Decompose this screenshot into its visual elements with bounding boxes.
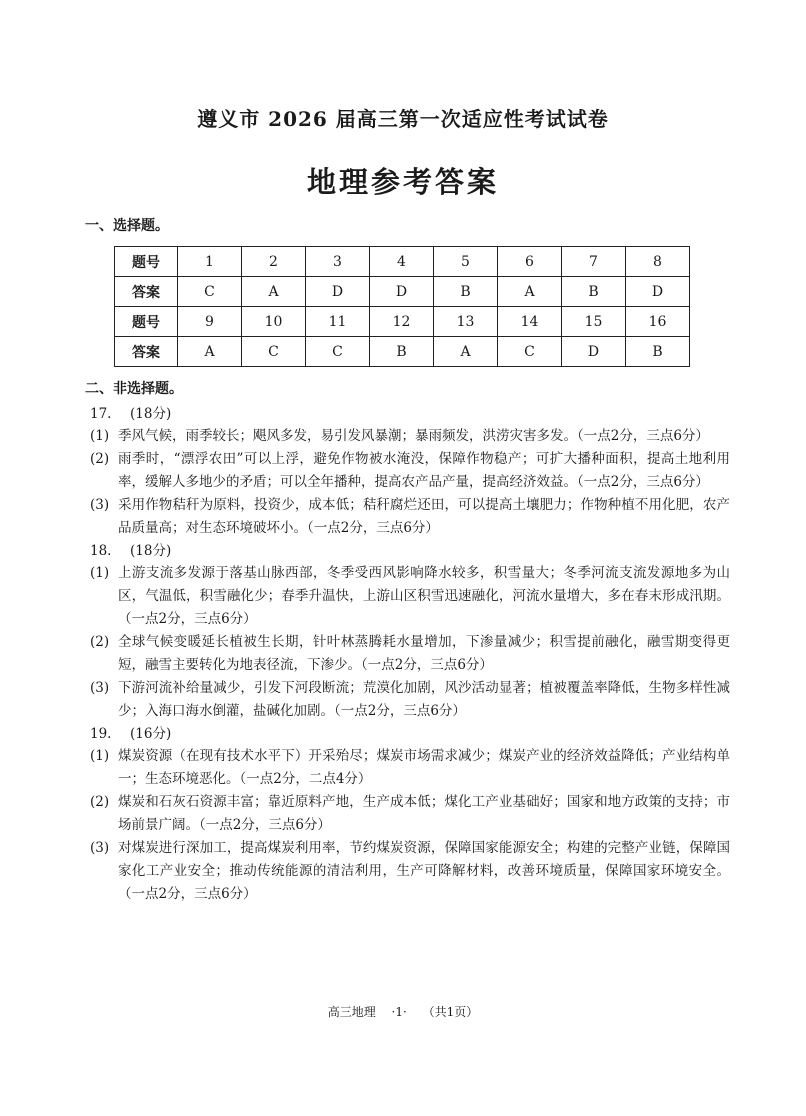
answer-cell: A: [434, 337, 498, 367]
answer-cell: C: [306, 337, 370, 367]
answer-cell: C: [178, 277, 242, 307]
answers-content: [90, 403, 730, 906]
question-number: 2: [242, 247, 306, 277]
part-label: (2): [90, 794, 110, 810]
question-score: (18分): [130, 543, 172, 559]
answer-cell: C: [498, 337, 562, 367]
part-label: (3): [90, 497, 110, 513]
answer-part: [90, 745, 730, 791]
answer-part: [90, 562, 730, 631]
table-row: [115, 247, 690, 277]
answer-part: [90, 494, 730, 540]
answer-cell: D: [306, 277, 370, 307]
part-label: (2): [90, 634, 110, 650]
question-number: 8: [626, 247, 690, 277]
question-number: 4: [370, 247, 434, 277]
part-label: (1): [90, 428, 110, 444]
part-text: 采用作物秸秆为原料，投资少，成本低；秸秆腐烂还田，可以提高土壤肥力；作物种植不用化肥，农产品质量高；对生态环境破坏小。（一点2分，三点6分）: [118, 497, 730, 536]
part-text: 下游河流补给量减少，引发下河段断流；荒漠化加剧，风沙活动显著；植被覆盖率降低，生物多样性减少；入海口海水倒灌，盐碱化加剧。（一点2分，三点6分）: [118, 680, 730, 719]
question-number: 7: [562, 247, 626, 277]
footer-page-number: ·1·: [391, 1005, 407, 1019]
answer-key-title: 地理参考答案: [306, 165, 499, 199]
part-text: 季风气候，雨季较长；飓风多发，易引发风暴潮；暴雨频发，洪涝灾害多发。（一点2分，三点6分）: [118, 428, 709, 444]
question-header: [90, 540, 730, 562]
part-text: 上游支流多发源于落基山脉西部，冬季受西风影响降水较多，积雪量大；冬季河流支流发源地多为山区，气温低，积雪融化少；春季升温快，上游山区积雪迅速融化，河流水量增大，多在春末形成汛期。（一点2分，三点6分）: [118, 565, 730, 627]
question-number: 10: [242, 307, 306, 337]
part-label: (3): [90, 840, 110, 856]
row-label-answer: 答案: [115, 337, 178, 367]
footer-subject: 高三地理: [327, 1005, 376, 1019]
part-text: 煤炭和石灰石资源丰富；靠近原料产地，生产成本低；煤化工产业基础好；国家和地方政策的支持；市场前景广阔。（一点2分，三点6分）: [118, 794, 730, 833]
answer-table: [114, 246, 690, 367]
exam-title: 遵义市 2026 届高三第一次适应性考试试卷: [197, 107, 609, 131]
answer-cell: D: [562, 337, 626, 367]
answer-cell: B: [434, 277, 498, 307]
answer-part: [90, 791, 730, 837]
part-text: 煤炭资源（在现有技术水平下）开采殆尽；煤炭市场需求减少；煤炭产业的经济效益降低；产业结构单一；生态环境恶化。（一点2分，二点4分）: [118, 748, 730, 787]
part-label: (1): [90, 748, 110, 764]
answer-cell: A: [242, 277, 306, 307]
part-label: (1): [90, 565, 110, 581]
question-number: 15: [562, 307, 626, 337]
question-number: 6: [498, 247, 562, 277]
part-text: 雨季时，“漂浮农田”可以上浮，避免作物被水淹没，保障作物稳产；可扩大播种面积，提高土地利用率，缓解人多地少的矛盾；可以全年播种，提高农产品产量，提高经济效益。（一点2分，三点6分）: [118, 451, 730, 490]
question-score: (18分): [130, 406, 172, 422]
answer-part: [90, 837, 730, 906]
section-heading-choice: 一、选择题。: [85, 218, 169, 234]
row-label-answer: 答案: [115, 277, 178, 307]
answer-cell: B: [626, 337, 690, 367]
question-number: 5: [434, 247, 498, 277]
question-header: [90, 403, 730, 425]
row-label-question: 题号: [115, 247, 178, 277]
answer-part: [90, 425, 730, 448]
table-row: [115, 337, 690, 367]
footer-page-total: （共1页）: [422, 1005, 479, 1019]
answer-cell: C: [242, 337, 306, 367]
part-label: (3): [90, 680, 110, 696]
part-text: 对煤炭进行深加工，提高煤炭利用率，节约煤炭资源，保障国家能源安全；构建的完整产业链，保障国家化工产业安全；推动传统能源的清洁利用，生产可降解材料，改善环境质量，保障国家环境安全。（一点2分，三点6分）: [118, 840, 730, 902]
question-number: 14: [498, 307, 562, 337]
answer-cell: D: [626, 277, 690, 307]
section-heading-nonchoice: 二、非选择题。: [85, 381, 183, 397]
question-number: 17.: [90, 406, 112, 422]
answer-cell: B: [562, 277, 626, 307]
question-score: (16分): [130, 726, 172, 742]
question-header: [90, 723, 730, 745]
question-number: 19.: [90, 726, 112, 742]
answer-cell: A: [178, 337, 242, 367]
question-number: 9: [178, 307, 242, 337]
answer-part: [90, 631, 730, 677]
question-number: 3: [306, 247, 370, 277]
part-text: 全球气候变暖延长植被生长期，针叶林蒸腾耗水量增加，下渗量减少；积雪提前融化，融雪期变得更短，融雪主要转化为地表径流，下渗少。（一点2分，三点6分）: [118, 634, 730, 673]
table-row: [115, 277, 690, 307]
question-number: 12: [370, 307, 434, 337]
answer-cell: D: [370, 277, 434, 307]
row-label-question: 题号: [115, 307, 178, 337]
answer-part: [90, 677, 730, 723]
question-number: 11: [306, 307, 370, 337]
answer-part: [90, 448, 730, 494]
question-number: 1: [178, 247, 242, 277]
question-number: 16: [626, 307, 690, 337]
table-row: [115, 307, 690, 337]
part-label: (2): [90, 451, 110, 467]
answer-cell: B: [370, 337, 434, 367]
page-footer: [0, 1003, 806, 1020]
question-number: 18.: [90, 543, 112, 559]
answer-cell: A: [498, 277, 562, 307]
question-number: 13: [434, 307, 498, 337]
